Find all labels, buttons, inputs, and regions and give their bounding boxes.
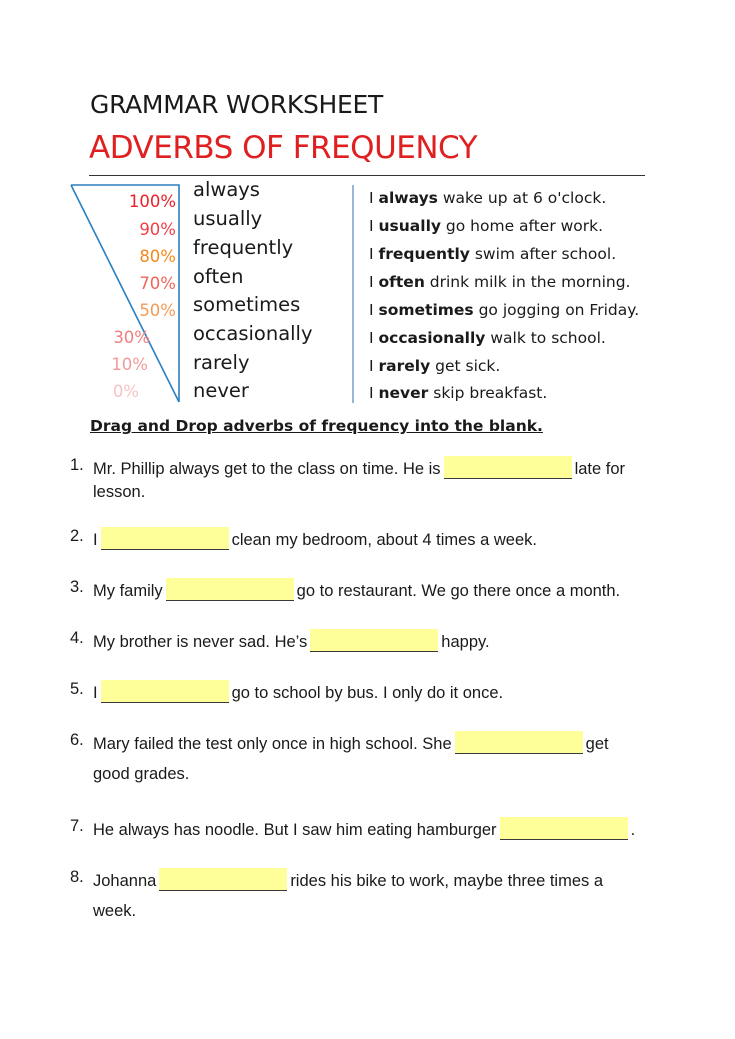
answer-blank-6[interactable]: [455, 731, 583, 754]
answer-blank-8[interactable]: [159, 868, 287, 891]
adverb-label: never: [193, 379, 249, 402]
question-1-continued: lesson.: [93, 483, 146, 501]
percent-label: 90%: [139, 220, 176, 239]
example-sentence: I frequently swim after school.: [369, 245, 617, 263]
percent-label: 80%: [139, 247, 176, 266]
adverb-label: occasionally: [193, 322, 313, 345]
question-3: My family go to restaurant. We go there once a month.: [93, 578, 620, 601]
question-number: 3.: [70, 578, 84, 596]
question-8-continued: week.: [93, 902, 137, 920]
example-sentence: I occasionally walk to school.: [369, 329, 606, 347]
question-number: 1.: [70, 456, 84, 474]
adverb-label: often: [193, 265, 244, 288]
question-4: My brother is never sad. He’s happy.: [93, 629, 490, 652]
example-sentence: I usually go home after work.: [369, 217, 604, 235]
question-6-continued: good grades.: [93, 765, 190, 783]
answer-blank-1[interactable]: [444, 456, 572, 479]
percent-label: 30%: [113, 328, 150, 347]
question-number: 8.: [70, 868, 84, 886]
question-number: 7.: [70, 817, 84, 835]
percent-label: 100%: [128, 192, 176, 211]
question-number: 2.: [70, 527, 84, 545]
percent-label: 10%: [111, 355, 148, 374]
question-2: I clean my bedroom, about 4 times a week.: [93, 527, 537, 550]
worksheet-subtitle: ADVERBS OF FREQUENCY: [89, 130, 478, 166]
question-number: 4.: [70, 629, 84, 647]
percent-label: 70%: [139, 274, 176, 293]
question-8: Johanna rides his bike to work, maybe three times a: [93, 868, 603, 891]
question-7: He always has noodle. But I saw him eating hamburger .: [93, 817, 635, 840]
question-5: I go to school by bus. I only do it once.: [93, 680, 503, 703]
example-sentence: I always wake up at 6 o'clock.: [369, 189, 607, 207]
question-1: Mr. Phillip always get to the class on time. He is late for: [93, 456, 625, 479]
answer-blank-3[interactable]: [166, 578, 294, 601]
example-sentence: I often drink milk in the morning.: [369, 273, 631, 291]
answer-blank-7[interactable]: [500, 817, 628, 840]
example-sentence: I rarely get sick.: [369, 357, 501, 375]
adverb-label: usually: [193, 207, 263, 230]
question-number: 6.: [70, 731, 84, 749]
answer-blank-5[interactable]: [101, 680, 229, 703]
percent-label: 0%: [112, 382, 139, 401]
adverb-label: always: [193, 178, 260, 201]
adverb-label: sometimes: [193, 293, 301, 316]
adverb-label: rarely: [193, 351, 250, 374]
answer-blank-4[interactable]: [310, 629, 438, 652]
answer-blank-2[interactable]: [101, 527, 229, 550]
question-6: Mary failed the test only once in high school. She get: [93, 731, 609, 754]
title-divider: [89, 175, 645, 176]
adverb-label: frequently: [193, 236, 294, 259]
worksheet-title: GRAMMAR WORKSHEET: [90, 90, 383, 119]
column-divider: [352, 185, 354, 403]
question-number: 5.: [70, 680, 84, 698]
percent-label: 50%: [139, 301, 176, 320]
example-sentence: I sometimes go jogging on Friday.: [369, 301, 640, 319]
example-sentence: I never skip breakfast.: [369, 384, 548, 402]
instruction-heading: Drag and Drop adverbs of frequency into the blank.: [90, 417, 543, 435]
